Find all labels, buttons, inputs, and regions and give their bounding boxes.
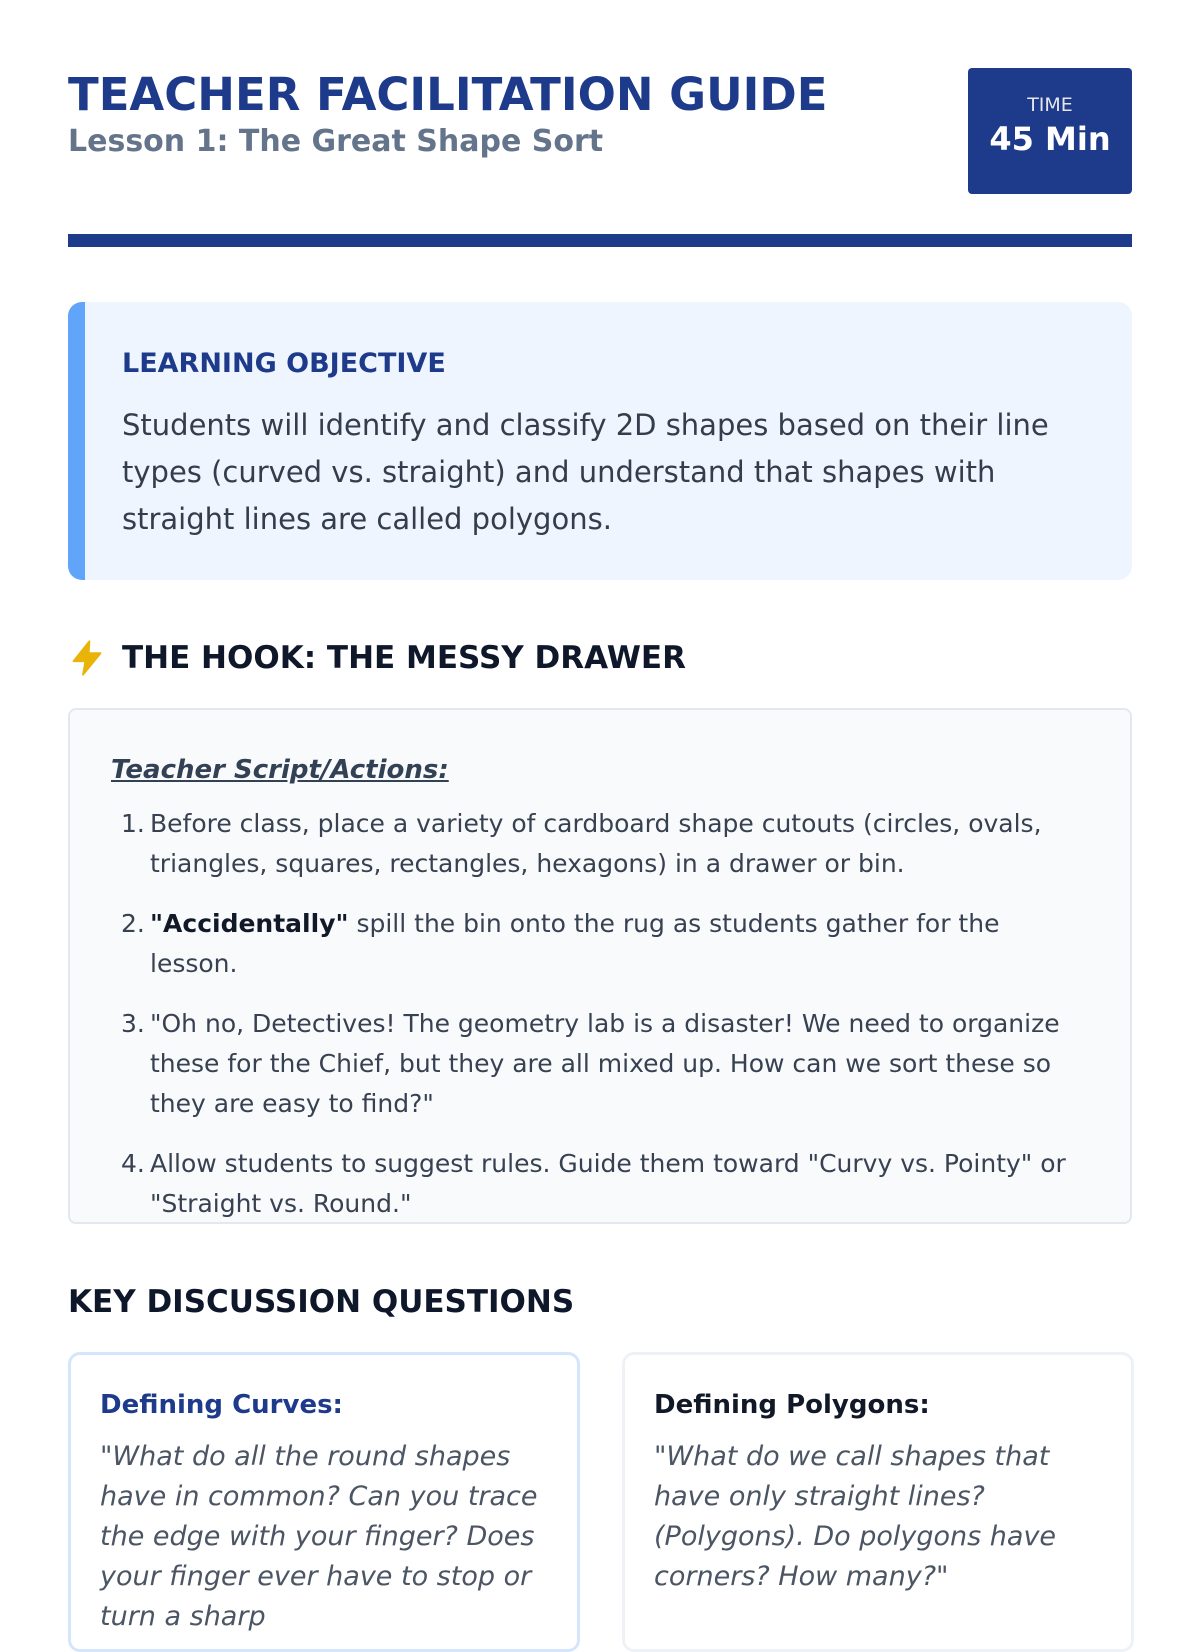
hook-section-heading	[68, 636, 686, 680]
step-number: 1.	[121, 809, 145, 838]
step-text: spill the bin onto the rug as students gather for the lesson.	[150, 909, 1000, 978]
lesson-subtitle: Lesson 1: The Great Shape Sort	[68, 124, 604, 159]
lightning-bolt-icon	[68, 638, 106, 678]
question-card-curves	[68, 1352, 580, 1652]
objective-text: Students will identify and classify 2D shapes based on their line types (curved vs. straight) and understand that shapes with straight lines are called polygons.	[122, 408, 1049, 536]
objective-heading: LEARNING OBJECTIVE	[122, 348, 446, 379]
step-text: Allow students to suggest rules. Guide them toward "Curvy vs. Pointy" or "Straight vs. Round."	[150, 1149, 1066, 1218]
list-item	[111, 1144, 1090, 1224]
time-badge	[968, 68, 1132, 194]
time-value: 45 Min	[989, 120, 1111, 158]
step-text: "Oh no, Detectives! The geometry lab is a disaster! We need to organize these for the Chief, but they are all mixed up. How can we sort these so they are easy to find?"	[150, 1009, 1060, 1118]
learning-objective-box	[68, 302, 1132, 580]
list-item	[111, 1004, 1090, 1124]
list-item	[111, 804, 1090, 884]
question-card-title: Defining Curves:	[100, 1390, 343, 1420]
question-card-polygons	[622, 1352, 1134, 1652]
step-emphasis: "Accidentally"	[150, 909, 349, 938]
step-text: Before class, place a variety of cardboard shape cutouts (circles, ovals, triangles, squares, rectangles, hexagons) in a drawer or bin.	[150, 809, 1042, 878]
question-card-title: Defining Polygons:	[654, 1390, 930, 1420]
time-label: TIME	[1027, 94, 1073, 116]
teacher-script-card	[68, 708, 1132, 1224]
page-title: TEACHER FACILITATION GUIDE	[68, 68, 828, 121]
header-divider	[68, 234, 1132, 247]
step-number: 4.	[121, 1149, 145, 1178]
step-number: 2.	[121, 909, 145, 938]
step-number: 3.	[121, 1009, 145, 1038]
question-card-text: "What do we call shapes that have only straight lines? (Polygons). Do polygons have corners? How many?"	[654, 1441, 1057, 1592]
page-header	[68, 0, 1132, 197]
list-item	[111, 904, 1090, 984]
script-steps-list	[111, 804, 1090, 1224]
question-card-text: "What do all the round shapes have in common? Can you trace the edge with your finger? Does your finger ever have to stop or turn a sharp	[100, 1441, 538, 1632]
script-label: Teacher Script/Actions:	[111, 755, 449, 785]
discussion-heading: KEY DISCUSSION QUESTIONS	[68, 1284, 575, 1320]
hook-title: THE HOOK: THE MESSY DRAWER	[122, 640, 686, 676]
